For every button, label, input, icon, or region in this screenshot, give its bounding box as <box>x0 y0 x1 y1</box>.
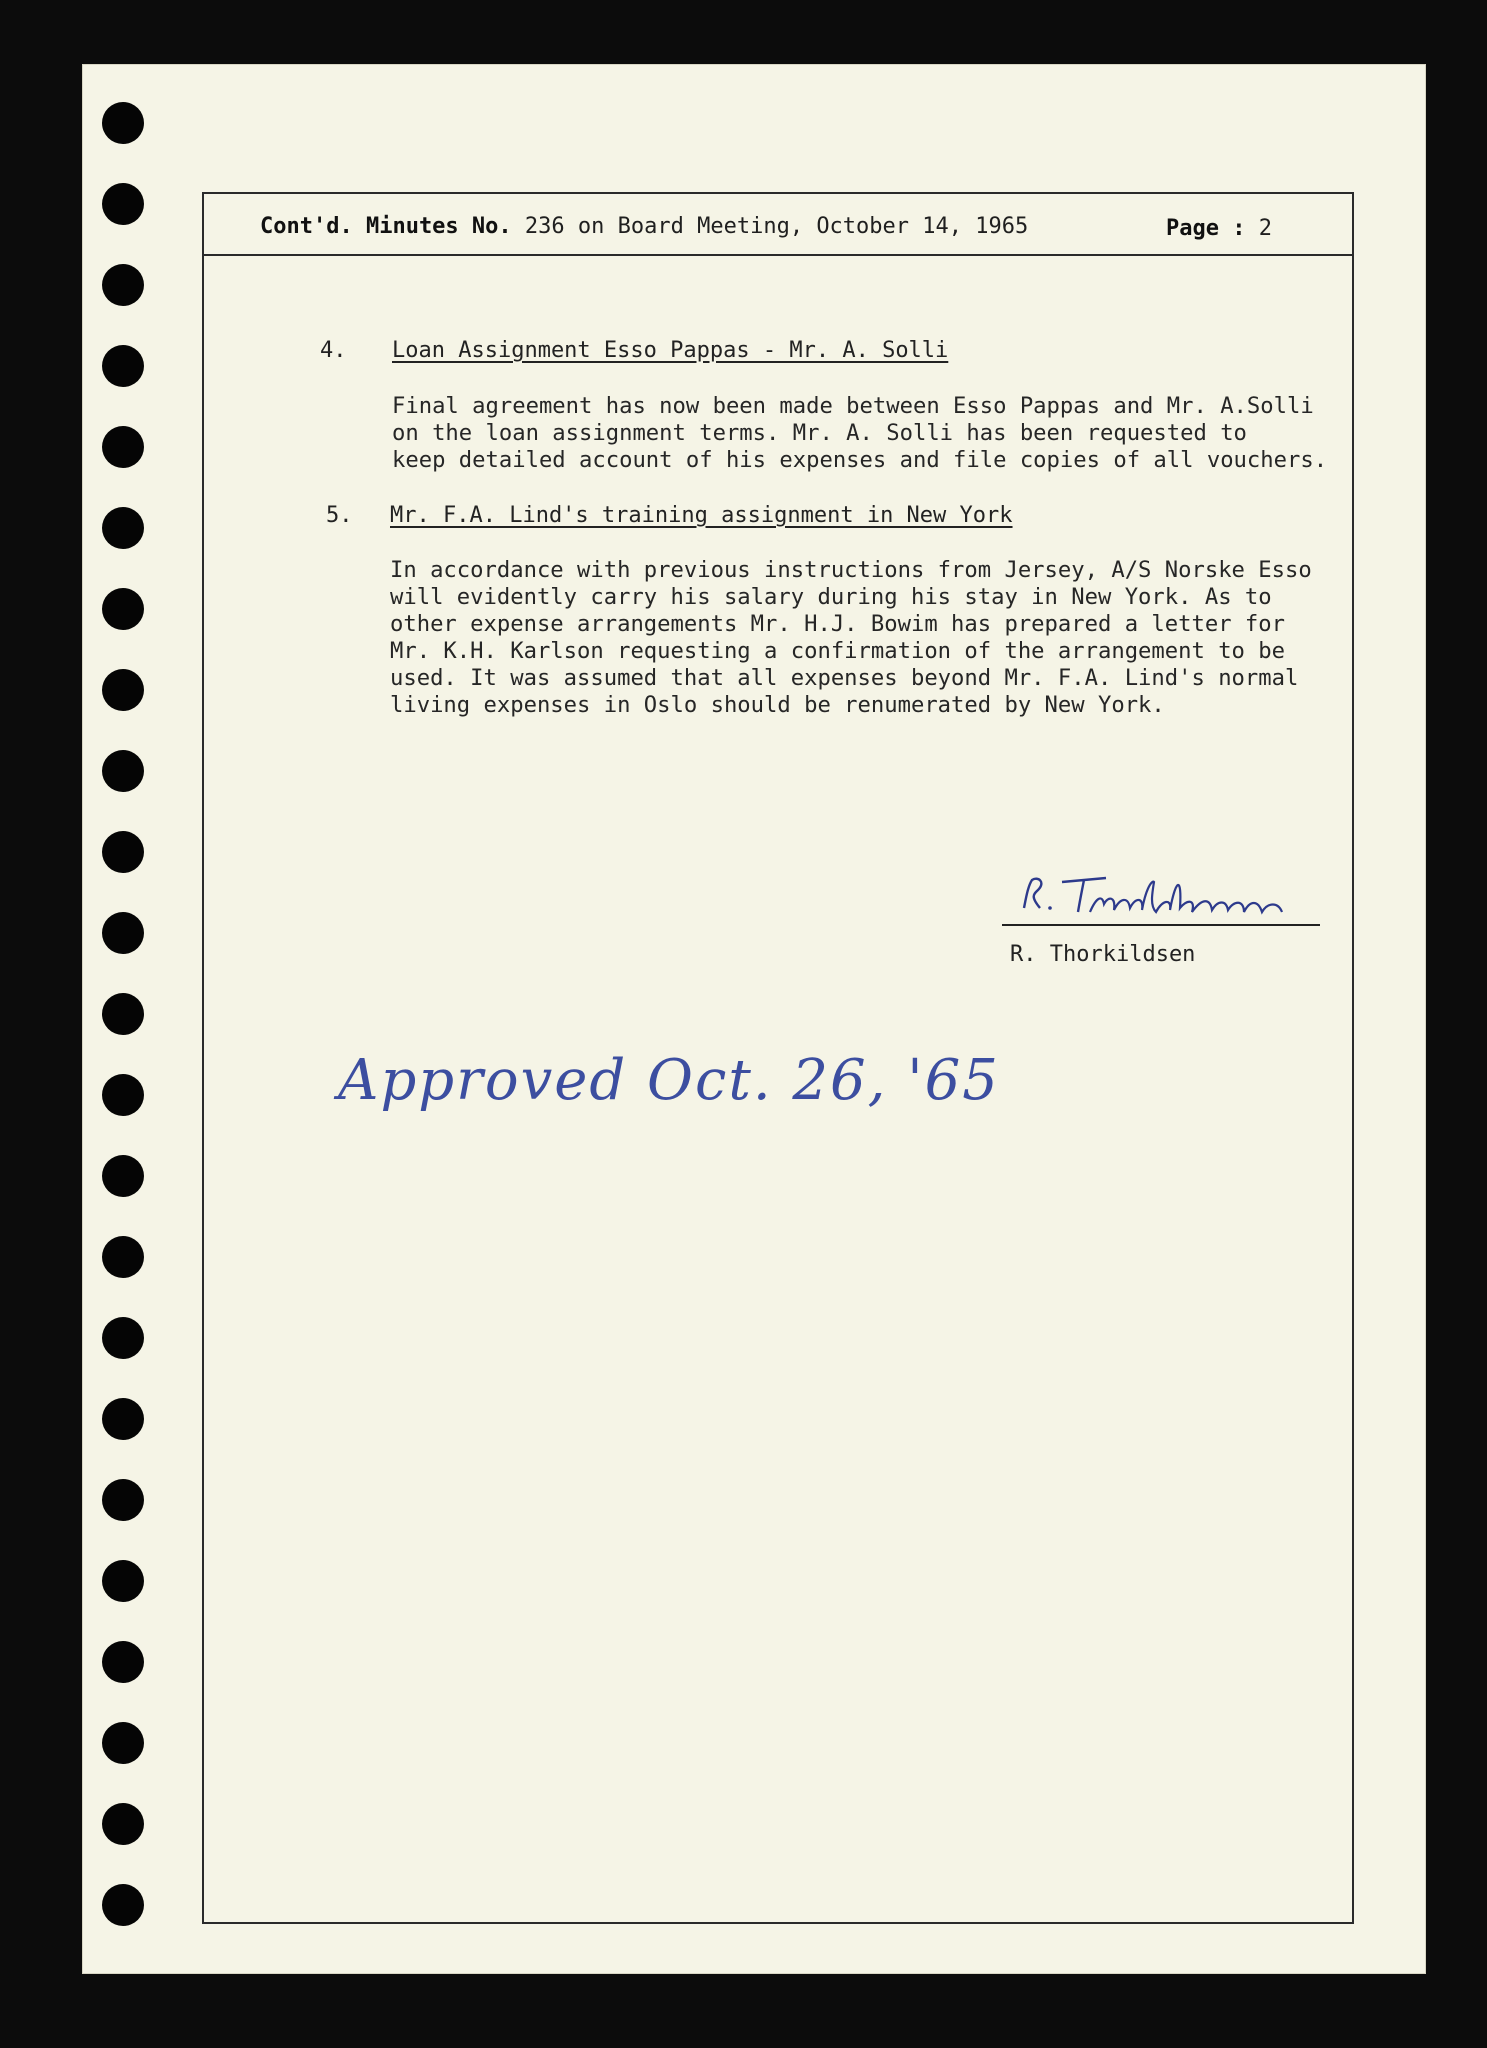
binder-hole <box>102 1236 144 1278</box>
page-header <box>260 214 1028 239</box>
binder-hole <box>102 831 144 873</box>
handwritten-signature <box>1012 868 1312 928</box>
header-meeting-text: 236 on Board Meeting, October 14, 1965 <box>524 214 1029 239</box>
body-line: Mr. K.H. Karlson requesting a confirmation of the arrangement to be <box>390 638 1285 664</box>
body-line: living expenses in Oslo should be renumerated by New York. <box>390 692 1165 718</box>
body-line: Final agreement has now been made between Esso Pappas and Mr. A.Solli <box>392 393 1314 419</box>
binder-hole <box>102 1479 144 1521</box>
binder-hole <box>102 183 144 225</box>
binder-hole <box>102 507 144 549</box>
item-number: 4. <box>320 338 347 363</box>
binder-hole <box>102 1641 144 1683</box>
binder-hole <box>102 264 144 306</box>
binder-hole <box>102 1884 144 1926</box>
body-line: keep detailed account of his expenses and file copies of all vouchers. <box>392 447 1328 473</box>
item-body <box>390 557 1312 719</box>
body-line: will evidently carry his salary during his stay in New York. As to <box>390 584 1272 610</box>
handwritten-approval-note: Approved Oct. 26, '65 <box>338 1048 1000 1113</box>
body-line: other expense arrangements Mr. H.J. Bowim has prepared a letter for <box>390 611 1285 637</box>
binder-hole <box>102 1398 144 1440</box>
binder-hole <box>102 426 144 468</box>
item-title: Loan Assignment Esso Pappas - Mr. A. Solli <box>392 338 949 363</box>
binder-hole <box>102 1317 144 1359</box>
binder-hole <box>102 1560 144 1602</box>
binder-hole <box>102 993 144 1035</box>
binder-hole <box>102 912 144 954</box>
binder-hole <box>102 750 144 792</box>
binder-hole <box>102 102 144 144</box>
item-number: 5. <box>326 503 353 528</box>
signatory-name: R. Thorkildsen <box>1010 942 1196 967</box>
item-title: Mr. F.A. Lind's training assignment in New York <box>390 503 1013 528</box>
binder-hole <box>102 1074 144 1116</box>
signature-line <box>1002 924 1320 926</box>
binder-hole <box>102 1803 144 1845</box>
binder-hole <box>102 588 144 630</box>
page-label: Page : <box>1166 216 1246 241</box>
header-prefix: Cont'd. Minutes No. <box>260 214 512 239</box>
header-divider <box>204 254 1352 256</box>
binder-hole <box>102 669 144 711</box>
binder-hole <box>102 1155 144 1197</box>
page-indicator <box>1166 216 1272 241</box>
binder-hole <box>102 1722 144 1764</box>
binder-hole <box>102 345 144 387</box>
body-line: In accordance with previous instructions from Jersey, A/S Norske Esso <box>390 557 1312 583</box>
page-number: 2 <box>1258 216 1272 241</box>
body-line: on the loan assignment terms. Mr. A. Solli has been requested to <box>392 420 1247 446</box>
body-line: used. It was assumed that all expenses beyond Mr. F.A. Lind's normal <box>390 665 1299 691</box>
item-body <box>392 393 1327 474</box>
